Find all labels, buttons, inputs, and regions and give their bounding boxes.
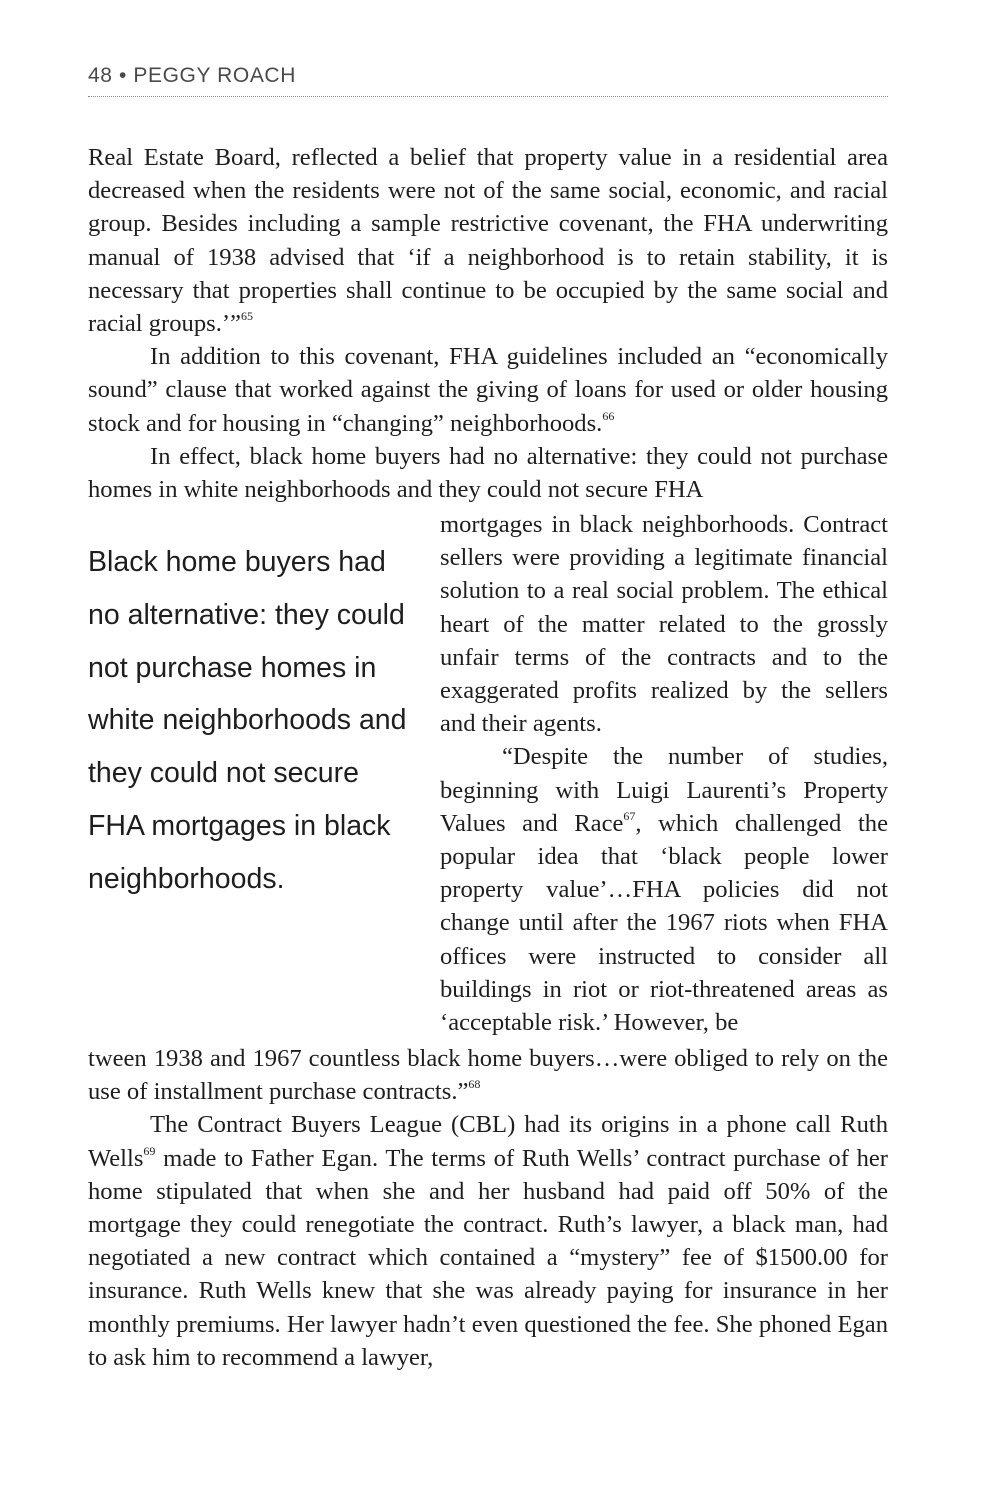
paragraph xyxy=(88,1108,888,1374)
paragraph xyxy=(88,1042,888,1108)
footnote-marker: 69 xyxy=(143,1143,156,1158)
paragraph xyxy=(88,340,888,440)
paragraph-text: In addition to this covenant, FHA guidelines included an “economically sound” clause that worked against the giving of loans for used or older housing stock and for housing in “changing” neighborhoods. xyxy=(88,343,888,437)
running-head: 48 • PEGGY ROACH xyxy=(88,64,888,97)
paragraph xyxy=(88,141,888,340)
paragraph-text: made to Father Egan. The terms of Ruth Wells’ contract purchase of her home stipulated that when she and her husband had paid off 50% of the mortgage they could renegotiate the contract. Ruth’s lawyer, a black man, had negotiated a new contract which contained a “mystery” fee of $1500.00 for insurance. Ruth Wells knew that she was already paying for insurance in her monthly premiums. Her lawyer hadn’t even questioned the fee. She phoned Egan to ask him to recommend a lawyer, xyxy=(88,1144,888,1371)
footnote-marker: 68 xyxy=(468,1077,481,1092)
paragraph-text: “Despite the number of studies, beginning with Luigi Laurenti’s Property Values and Race xyxy=(440,743,888,837)
paragraph-text: tween 1938 and 1967 countless black home buyers…were obliged to rely on the use of installment purchase contracts.” xyxy=(88,1045,888,1106)
paragraph-text: Real Estate Board, reflected a belief that property value in a residential area decreased when the residents were not of the same social, economic, and racial group. Besides including a sample restrictive covenant, the FHA underwriting manual of 1938 advised that ‘if a neighborhood is to retain stability, it is necessary that properties shall continue to be occupied by the same social and racial groups.’” xyxy=(88,144,888,338)
pull-quote: Black home buyers had no alternative: they could not purchase homes in white neighborhoods and they could not secure FHA mortgages in black neighborhoods. xyxy=(88,546,407,895)
text-block-top xyxy=(88,141,888,506)
paragraph-text: In effect, black home buyers had no alternative: they could not purchase homes in white neighborhoods and they could not secure FHA xyxy=(88,442,888,504)
paragraph xyxy=(88,440,888,506)
footnote-marker: 67 xyxy=(623,808,636,823)
book-page xyxy=(88,0,888,1500)
text-block-bottom xyxy=(88,1042,888,1374)
paragraph xyxy=(440,508,888,740)
paragraph-text: , which challenged the popular idea that ‘black people lower property value’…FHA policies did not change until after the 1967 riots when FHA offices were instructed to consider all buildings in riot or riot-threatened areas as ‘acceptable risk.’ However, be xyxy=(440,809,888,1037)
paragraph-text: mortgages in black neighborhoods. Contract sellers were providing a legitimate financial solution to a real social problem. The ethical heart of the matter related to the grossly unfair terms of the contracts and to the exaggerated profits realized by the sellers and their agents. xyxy=(440,511,888,738)
text-column-right xyxy=(440,508,888,1039)
paragraph-text: The Contract Buyers League (CBL) had its origins in a phone call Ruth Wells xyxy=(88,1111,888,1172)
footnote-marker: 66 xyxy=(602,408,615,423)
footnote-marker: 65 xyxy=(240,309,253,324)
paragraph xyxy=(440,740,888,1039)
